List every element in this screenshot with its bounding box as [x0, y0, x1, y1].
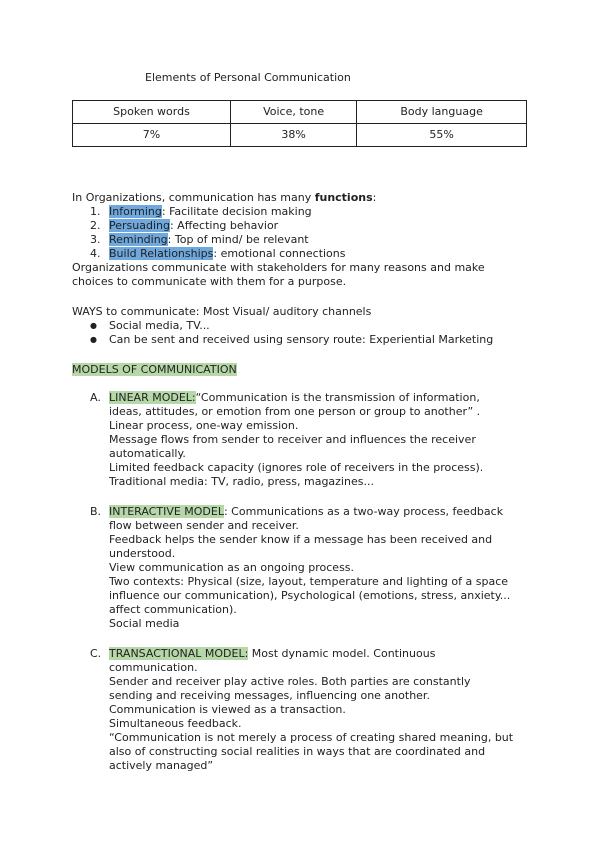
functions-summary-line-1: Organizations communicate with stakeholders for many reasons and make	[72, 261, 485, 274]
header-body-language: Body language	[357, 101, 527, 124]
list-item: 2. Persuading: Affecting behavior	[90, 219, 279, 232]
functions-intro: In Organizations, communication has many functions:	[72, 191, 377, 204]
table-header-row	[73, 101, 527, 124]
table-row	[73, 124, 527, 147]
list-item: 1. Informing: Facilitate decision making	[90, 205, 312, 218]
page-title: Elements of Personal Communication	[145, 71, 351, 84]
list-item: ● Can be sent and received using sensory route: Experiential Marketing	[72, 333, 532, 347]
list-item: ● Social media, TV...	[72, 319, 532, 333]
value-body-language: 55%	[357, 124, 527, 147]
linear-model-name: LINEAR MODEL:	[109, 391, 196, 404]
list-item: 3. Reminding: Top of mind/ be relevant	[90, 233, 309, 246]
linear-model-item: A. LINEAR MODEL:“Communication is the transmission of information, ideas, attitudes, or emotion from one person or group to another” . Linear process, one-way emission. Message flows from sender to receiver and influences the receiver automatically. Limited feedback capacity (ignores role of receivers in the process). Traditional media: TV, radio, press, magazines...	[90, 391, 484, 488]
ways-section	[72, 305, 532, 347]
ways-heading: WAYS to communicate: Most Visual/ auditory channels	[72, 305, 372, 318]
interactive-model-letter: B.	[90, 505, 102, 518]
header-spoken-words: Spoken words	[73, 101, 231, 124]
models-heading: MODELS OF COMMUNICATION	[72, 363, 237, 376]
header-voice-tone: Voice, tone	[230, 101, 356, 124]
value-voice-tone: 38%	[230, 124, 356, 147]
value-spoken-words: 7%	[73, 124, 231, 147]
elements-table	[72, 100, 527, 147]
interactive-model-item: B. INTERACTIVE MODEL: Communications as a two-way process, feedback flow between sender and receiver. Feedback helps the sender know if a message has been received and understood. View communication as an ongoing process. Two contexts: Physical (size, layout, temperature and lighting of a space influence our communication), Psychological (emotions, stress, anxiety... affect communication). Social media	[90, 505, 511, 630]
list-item: 4. Build Relationships: emotional connections	[90, 247, 346, 260]
functions-section	[72, 191, 532, 289]
transactional-model-name: TRANSACTIONAL MODEL:	[109, 647, 249, 660]
ways-list	[72, 319, 532, 347]
functions-summary-line-2: choices to communicate with them for a purpose.	[72, 275, 347, 288]
interactive-model-name: INTERACTIVE MODEL	[109, 505, 224, 518]
transactional-model-letter: C.	[90, 647, 102, 660]
linear-model-letter: A.	[90, 391, 101, 404]
transactional-model-item: C. TRANSACTIONAL MODEL: Most dynamic model. Continuous communication. Sender and receiver play active roles. Both parties are constantly sending and receiving messages, influencing one another. Communication is viewed as a transaction. Simultaneous feedback. “Communication is not merely a process of creating shared meaning, but also of constructing social realities in ways that are coordinated and actively managed”	[90, 647, 514, 772]
functions-list	[72, 205, 532, 261]
